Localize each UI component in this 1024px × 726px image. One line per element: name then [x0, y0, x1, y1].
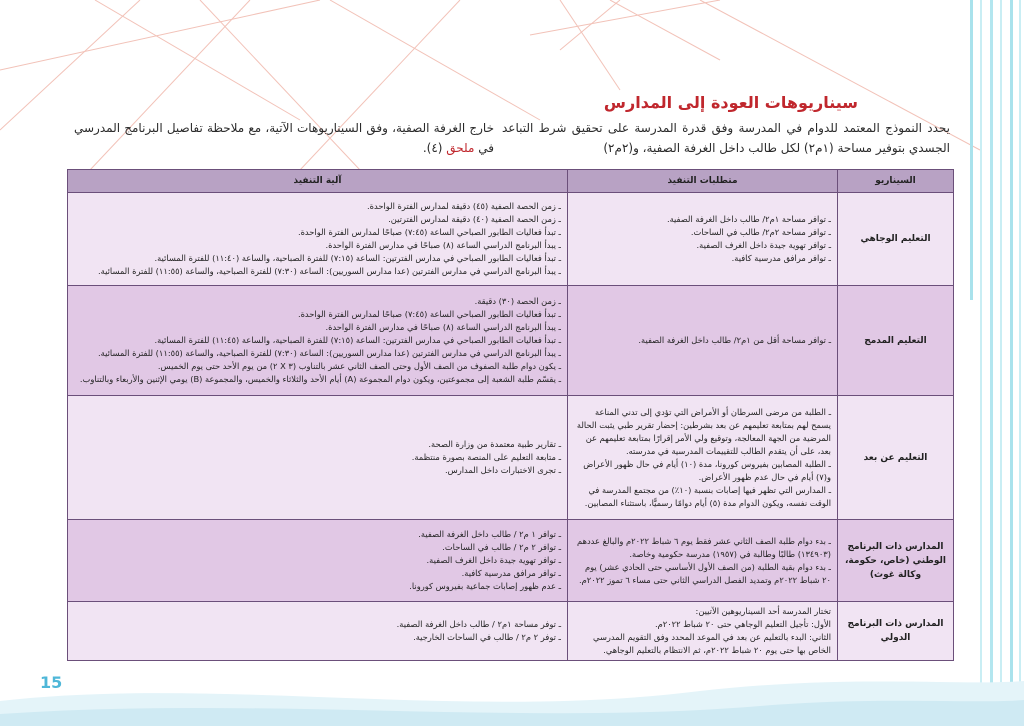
- list-item: ـ توافر ٢ م٢ / طالب في الساحات.: [442, 542, 561, 552]
- table-row: [68, 396, 954, 520]
- list-item: ـ يبدأ البرنامج الدراسي في مدارس الفترتين (عدا مدارس السوريين): الساعة (٧:٣٠) للفترة الصباحية، والساعة (١١:٥٥) للفترة المسائية.: [98, 348, 561, 358]
- list-item: ـ يكون دوام طلبة الصفوف من الصف الأول وحتى الصف الثاني عشر بالتناوب (٣ X ٢) من يوم الأحد حتى يوم الخميس.: [157, 361, 561, 371]
- scenario-cell: التعليم الوجاهي: [838, 193, 954, 286]
- mechanism-cell: [68, 286, 568, 396]
- table-row: [68, 520, 954, 602]
- list-item: ـ توافر مساحة ١م٢/ طالب داخل الغرفة الصفية.: [666, 214, 831, 224]
- scenario-cell: التعليم عن بعد: [838, 396, 954, 520]
- page-title: سيناريوهات العودة إلى المدارس: [603, 93, 858, 112]
- appendix-reference: ملحق: [446, 141, 475, 155]
- list-item: ـ الطلبة المصابين بفيروس كورونا، مدة (١٠) أيام في حال ظهور الأعراض و(٧) أيام في حال عدم ظهور الأعراض.: [583, 458, 831, 482]
- requirements-cell: [568, 193, 838, 286]
- list-item: الثاني: البدء بالتعليم عن بعد في الموعد المحدد وفق التقويم المدرسي الخاص بها حتى يوم ٢٠ شباط ٢٠٢٢م، ثم الانتظام بالتعليم الوجاهي.: [593, 632, 831, 655]
- list-item: ـ متابعة التعليم على المنصة بصورة منتظمة.: [411, 452, 561, 462]
- list-item: ـ زمن الحصة (٣٠) دقيقة.: [474, 296, 561, 306]
- list-item: تختار المدرسة أحد السيناريوهين الآتيين:: [695, 606, 831, 616]
- mechanism-cell: [68, 520, 568, 602]
- decorative-side-stripes: [964, 0, 1024, 726]
- list-item: ـ توافر تهوية جيدة داخل الغرف الصفية.: [696, 240, 831, 250]
- list-item: ـ بدء دوام بقية الطلبة (من الصف الأول الأساسي حتى الحادي عشر) يوم ٢٠ شباط ٢٠٢٢م وتمديد الفصل الدراسي الثاني حتى مساء ٦ تموز ٢٠٢٢م.: [579, 561, 831, 585]
- list-item: ـ يقسّم طلبة الشعبة إلى مجموعتين، ويكون دوام المجموعة (A) أيام الأحد والثلاثاء والخميس، والمجموعة (B) يومي الإثنين والأربعاء وبالتناوب.: [79, 374, 561, 384]
- list-item: ـ تبدأ فعاليات الطابور الصباحي الساعة (٧:٤٥) صباحًا لمدارس الفترة الواحدة.: [297, 227, 561, 237]
- header-mechanism: آلية التنفيذ: [68, 170, 568, 193]
- list-item: ـ تبدأ فعاليات الطابور الصباحي في مدارس الفترتين: الساعة (٧:١٥) للفترة الصباحية، والساعة (١١:٤٥) للفترة المسائية.: [154, 335, 561, 345]
- mechanism-cell: [68, 602, 568, 661]
- decorative-bottom-wave: [0, 666, 1024, 726]
- list-item: ـ توافر مرافق مدرسية كافية.: [731, 253, 831, 263]
- list-item: ـ توفر ٢ م٢ / طالب في الساحات الخارجية.: [413, 632, 561, 642]
- header-scenario: السيناريو: [838, 170, 954, 193]
- scenario-cell: المدارس ذات البرنامج الدولي: [838, 602, 954, 661]
- intro-paragraph-left: [74, 118, 494, 158]
- table-header-row: [68, 170, 954, 193]
- intro-paragraph-right: يحدد النموذج المعتمد للدوام في المدرسة وفق قدرة المدرسة على تحقيق شرط التباعد الجسدي بتوفير مساحة (١م٢) لكل طالب داخل الغرفة الصفية، و(٢م٢): [502, 121, 950, 155]
- table-row: [68, 193, 954, 286]
- list-item: ـ تبدأ فعاليات الطابور الصباحي الساعة (٧:٤٥) صباحًا لمدارس الفترة الواحدة.: [297, 309, 561, 319]
- table-row: [68, 602, 954, 661]
- appendix-number: (٤).: [422, 141, 447, 155]
- list-item: ـ توفر مساحة ١م٢ / طالب داخل الغرفة الصفية.: [396, 619, 561, 629]
- list-item: ـ الطلبة من مرضى السرطان أو الأمراض التي تؤدي إلى تدني المناعة يسمح لهم بمتابعة تعليمهم عن بعد بشرطين: إحضار تقرير طبي يثبت الحالة المرضية من الجهة المعالجة، وتوقيع ولي الأمر إقرارًا بمتابعة تعليمهم عن بعد، على أن يتقدم الطالب للتقييمات المدرسية في مدرسته.: [576, 406, 831, 456]
- list-item: ـ توافر تهوية جيدة داخل الغرف الصفية.: [426, 555, 561, 565]
- list-item: ـ تبدأ فعاليات الطابور الصباحي في مدارس الفترتين: الساعة (٧:١٥) للفترة الصباحية، والساعة (١١:٤٠) للفترة المسائية.: [154, 253, 561, 263]
- mechanism-cell: [68, 193, 568, 286]
- requirements-cell: [568, 520, 838, 602]
- page-number: 15: [40, 673, 63, 692]
- requirements-cell: [568, 396, 838, 520]
- list-item: ـ زمن الحصة الصفية (٤٥) دقيقة لمدارس الفترة الواحدة.: [367, 201, 561, 211]
- list-item: ـ توافر مرافق مدرسية كافية.: [461, 568, 561, 578]
- list-item: الأول: تأجيل التعليم الوجاهي حتى ٢٠ شباط ٢٠٢٢م.: [654, 619, 831, 629]
- list-item: ـ تقارير طبية معتمدة من وزارة الصحة.: [428, 439, 561, 449]
- list-item: ـ يبدأ البرنامج الدراسي الساعة (٨) صباحًا في مدارس الفترة الواحدة.: [325, 322, 561, 332]
- list-item: ـ بدء دوام طلبة الصف الثاني عشر فقط يوم ٦ شباط ٢٠٢٢م والبالغ عددهم (١٣٤٩٠٣) طالبًا وطالبة في (١٩٥٧) مدرسة حكومية وخاصة.: [577, 535, 831, 559]
- requirements-cell: [568, 602, 838, 661]
- scenario-cell: التعليم المدمج: [838, 286, 954, 396]
- list-item: ـ عدم ظهور إصابات جماعية بفيروس كورونا.: [409, 581, 561, 591]
- requirements-cell: [568, 286, 838, 396]
- list-item: ـ توافر مساحة ٢م٢/ طالب في الساحات.: [690, 227, 831, 237]
- intro-left-text: خارج الغرفة الصفية، وفق السيناريوهات الآتية، مع ملاحظة تفاصيل البرنامج المدرسي في: [74, 121, 494, 155]
- list-item: ـ توافر مساحة أقل من ١م٢/ طالب داخل الغرفة الصفية.: [638, 335, 831, 345]
- scenario-cell: المدارس ذات البرنامج الوطني (خاص، حكومة، وكالة غوث): [838, 520, 954, 602]
- list-item: ـ المدارس التي تظهر فيها إصابات بنسبة (١٠٪) من مجتمع المدرسة في الوقت نفسه، ويكون الدوام مدة (٥) أيام دوامًا رسميًّا، باستثناء المصابين.: [584, 484, 831, 508]
- mechanism-cell: [68, 396, 568, 520]
- header-requirements: متطلبات التنفيذ: [568, 170, 838, 193]
- list-item: ـ زمن الحصة الصفية (٤٠) دقيقة لمدارس الفترتين.: [388, 214, 561, 224]
- scenarios-table: [67, 169, 954, 661]
- list-item: ـ تجرى الاختبارات داخل المدارس.: [444, 465, 561, 475]
- table-row: [68, 286, 954, 396]
- list-item: ـ يبدأ البرنامج الدراسي في مدارس الفترتين (عدا مدارس السوريين): الساعة (٧:٣٠) للفترة الصباحية، والساعة (١١:٥٥) للفترة المسائية.: [98, 266, 561, 276]
- list-item: ـ توافر ١ م٢ / طالب داخل الغرفة الصفية.: [418, 529, 561, 539]
- list-item: ـ يبدأ البرنامج الدراسي الساعة (٨) صباحًا في مدارس الفترة الواحدة.: [325, 240, 561, 250]
